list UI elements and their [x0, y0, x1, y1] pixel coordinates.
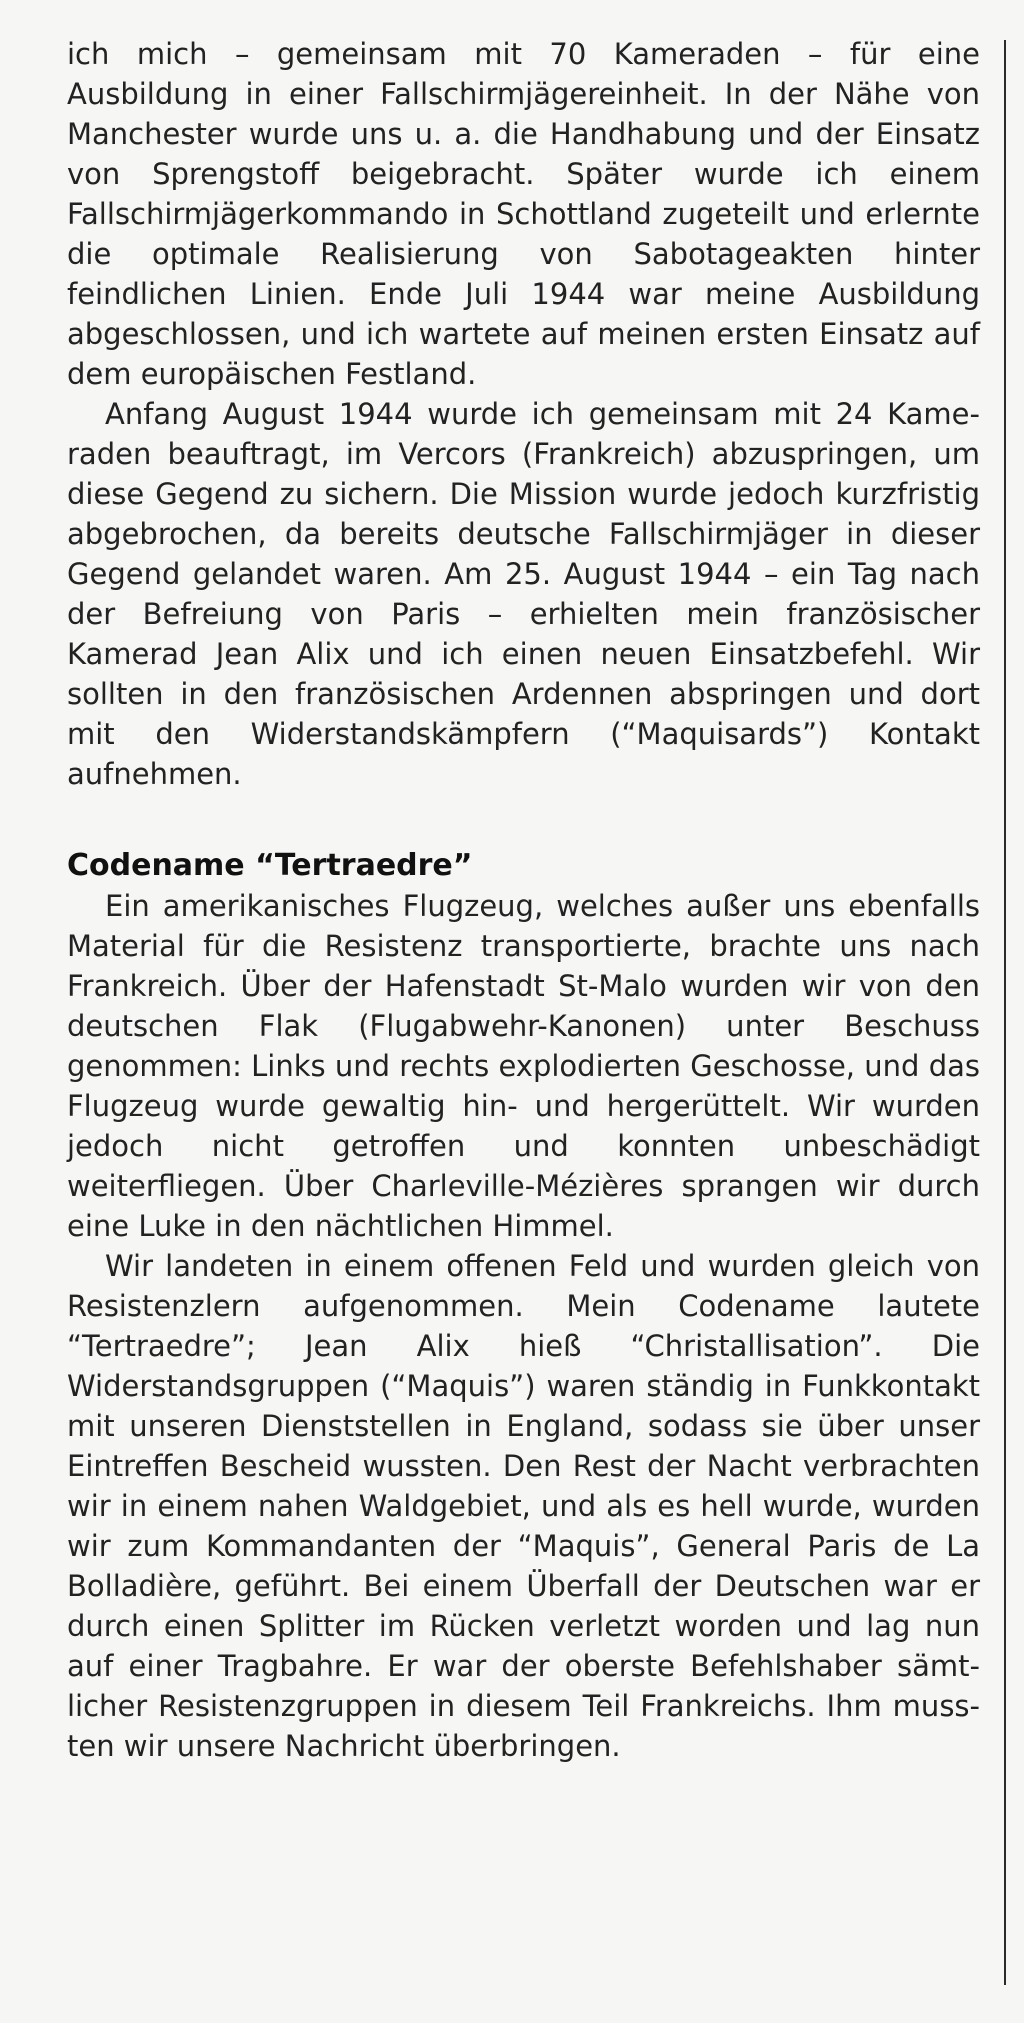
paragraph-august-mission: Anfang August 1944 wurde ich gemeinsam mit 24 Kameraden beauftragt, im Vercors (Frankreich) abzuspringen, um diese Gegend zu sichern. Die Mission wurde jedoch kurzfristig abgebrochen, da bereits deutsche Fallschirmjäger in dieser Gegend gelandet waren. Am 25. August 1944 – ein Tag nach der Befreiung von Paris – erhielten mein französischer Kamerad Jean Alix und ich einen neuen Einsatzbefehl. Wir sollten in den französischen Ardennen abspringen und dort mit den Widerstandskämpfern (“Maquisards”) Kontakt aufnehmen.: [67, 397, 980, 791]
paragraph-intro-continuation: ich mich – gemeinsam mit 70 Kameraden – für eine Ausbildung in einer Fallschirmjägereinheit. In der Nähe von Manchester wurde uns u. a. die Handhabung und der Einsatz von Sprengstoff beigebracht. Später wurde ich einem Fallschirmjägerkommando in Schottland zugeteilt und erlernte die optimale Realisierung von Sabotageakten hinter feindlichen Linien. Ende Juli 1944 war meine Ausbildung abgeschlossen, und ich wartete auf meinen ersten Einsatz auf dem europäischen Festland.: [67, 37, 980, 391]
page-edge-line: [1004, 40, 1006, 1985]
section-heading-codename: Codename “Tertraedre”: [67, 848, 473, 883]
article-text-column: [67, 34, 980, 1766]
paragraph-landing-resistance: Wir landeten in einem offenen Feld und wurden gleich von Resistenzlern aufgenommen. Mein Codename lautete “Tertraedre”; Jean Alix hieß “Christallisation”. Die Widerstandsgruppen (“Maquis”) waren ständig in Funkkontakt mit unseren Dienststellen in England, sodass sie über unser Eintreffen Bescheid wussten. Den Rest der Nacht verbrachten wir in einem nahen Waldgebiet, und als es hell wurde, wurden wir zum Kommandanten der “Maquis”, General Paris de La Bolladière, geführt. Bei einem Überfall der Deutschen war er durch einen Splitter im Rücken verletzt worden und lag nun auf einer Tragbahre. Er war der oberste Befehlshaber sämtlicher Resistenzgruppen in diesem Teil Frankreichs. Ihm mussten wir unsere Nachricht überbringen.: [67, 1249, 980, 1763]
paragraph-flight-to-france: Ein amerikanisches Flugzeug, welches außer uns ebenfalls Material für die Resistenz transportierte, brachte uns nach Frankreich. Über der Hafenstadt St-Malo wurden wir von den deutschen Flak (Flugabwehr-Kanonen) unter Beschuss genommen: Links und rechts explodierten Geschosse, und das Flugzeug wurde gewaltig hin- und hergerüttelt. Wir wurden jedoch nicht getroffen und konnten unbeschädigt weiterfliegen. Über Charleville-Mézières sprangen wir durch eine Luke in den nächtlichen Himmel.: [67, 889, 980, 1243]
